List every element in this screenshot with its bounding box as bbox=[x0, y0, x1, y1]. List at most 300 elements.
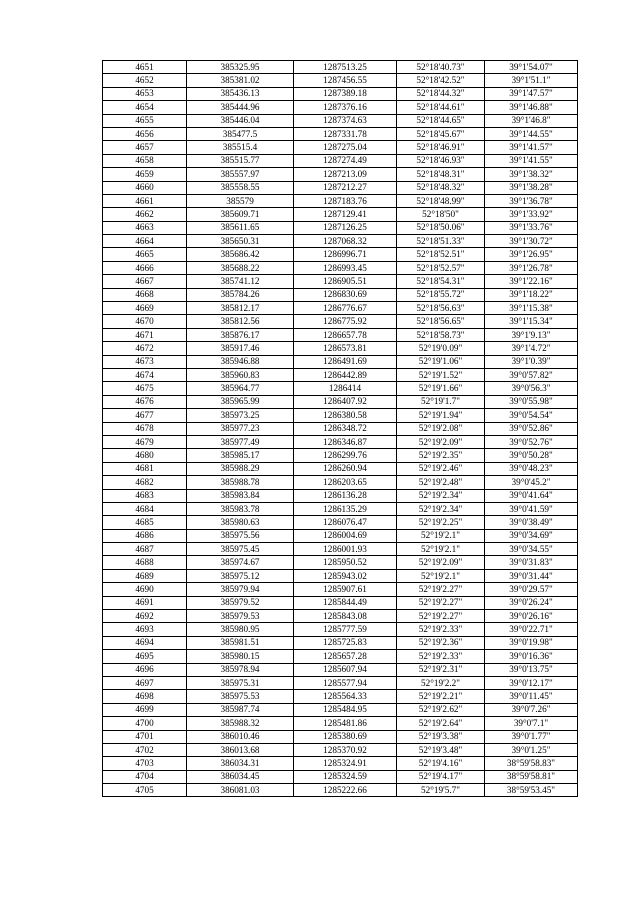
latitude-cell: 52°18'44.61" bbox=[397, 101, 485, 114]
x-coordinate-cell: 385688.22 bbox=[187, 261, 294, 274]
x-coordinate-cell: 385558.55 bbox=[187, 181, 294, 194]
longitude-cell: 39°1'26.95" bbox=[485, 248, 578, 261]
latitude-cell: 52°18'42.52" bbox=[397, 74, 485, 87]
y-coordinate-cell: 1286203.65 bbox=[294, 476, 397, 489]
y-coordinate-cell: 1285844.49 bbox=[294, 596, 397, 609]
table-row bbox=[103, 690, 578, 703]
table-row bbox=[103, 235, 578, 248]
point-number-cell: 4657 bbox=[103, 141, 187, 154]
latitude-cell: 52°19'1.52" bbox=[397, 368, 485, 381]
y-coordinate-cell: 1286414 bbox=[294, 382, 397, 395]
x-coordinate-cell: 385960.83 bbox=[187, 368, 294, 381]
longitude-cell: 39°0'12.17" bbox=[485, 676, 578, 689]
longitude-cell: 39°0'26.16" bbox=[485, 610, 578, 623]
point-number-cell: 4659 bbox=[103, 168, 187, 181]
x-coordinate-cell: 385579 bbox=[187, 194, 294, 207]
table-row bbox=[103, 315, 578, 328]
table-row bbox=[103, 194, 578, 207]
longitude-cell: 38°59'58.83" bbox=[485, 757, 578, 770]
latitude-cell: 52°19'1.66" bbox=[397, 382, 485, 395]
x-coordinate-cell: 386013.68 bbox=[187, 743, 294, 756]
latitude-cell: 52°19'2.62" bbox=[397, 703, 485, 716]
point-number-cell: 4661 bbox=[103, 194, 187, 207]
table-row bbox=[103, 663, 578, 676]
latitude-cell: 52°18'58.73" bbox=[397, 328, 485, 341]
point-number-cell: 4692 bbox=[103, 610, 187, 623]
longitude-cell: 39°0'1.77" bbox=[485, 730, 578, 743]
latitude-cell: 52°18'40.73" bbox=[397, 61, 485, 74]
longitude-cell: 39°1'46.8" bbox=[485, 114, 578, 127]
table-row bbox=[103, 221, 578, 234]
longitude-cell: 39°1'26.78" bbox=[485, 261, 578, 274]
latitude-cell: 52°19'2.46" bbox=[397, 462, 485, 475]
point-number-cell: 4658 bbox=[103, 154, 187, 167]
x-coordinate-cell: 385964.77 bbox=[187, 382, 294, 395]
table-row bbox=[103, 87, 578, 100]
y-coordinate-cell: 1285607.94 bbox=[294, 663, 397, 676]
point-number-cell: 4665 bbox=[103, 248, 187, 261]
longitude-cell: 39°1'15.38" bbox=[485, 302, 578, 315]
latitude-cell: 52°19'4.16" bbox=[397, 757, 485, 770]
y-coordinate-cell: 1285222.66 bbox=[294, 784, 397, 797]
latitude-cell: 52°18'56.63" bbox=[397, 302, 485, 315]
point-number-cell: 4684 bbox=[103, 502, 187, 515]
y-coordinate-cell: 1285324.59 bbox=[294, 770, 397, 783]
table-row bbox=[103, 556, 578, 569]
point-number-cell: 4670 bbox=[103, 315, 187, 328]
point-number-cell: 4663 bbox=[103, 221, 187, 234]
latitude-cell: 52°19'2.64" bbox=[397, 717, 485, 730]
point-number-cell: 4701 bbox=[103, 730, 187, 743]
longitude-cell: 39°1'47.57" bbox=[485, 87, 578, 100]
point-number-cell: 4699 bbox=[103, 703, 187, 716]
y-coordinate-cell: 1286407.92 bbox=[294, 395, 397, 408]
x-coordinate-cell: 385979.53 bbox=[187, 610, 294, 623]
table-row bbox=[103, 141, 578, 154]
point-number-cell: 4686 bbox=[103, 529, 187, 542]
x-coordinate-cell: 385974.67 bbox=[187, 556, 294, 569]
table-row bbox=[103, 74, 578, 87]
point-number-cell: 4696 bbox=[103, 663, 187, 676]
x-coordinate-cell: 385876.17 bbox=[187, 328, 294, 341]
table-row bbox=[103, 784, 578, 797]
x-coordinate-cell: 385325.95 bbox=[187, 61, 294, 74]
latitude-cell: 52°19'2.34" bbox=[397, 489, 485, 502]
latitude-cell: 52°18'51.33" bbox=[397, 235, 485, 248]
point-number-cell: 4679 bbox=[103, 435, 187, 448]
longitude-cell: 39°0'41.64" bbox=[485, 489, 578, 502]
x-coordinate-cell: 385812.56 bbox=[187, 315, 294, 328]
point-number-cell: 4705 bbox=[103, 784, 187, 797]
table-row bbox=[103, 114, 578, 127]
y-coordinate-cell: 1285943.02 bbox=[294, 569, 397, 582]
latitude-cell: 52°18'56.65" bbox=[397, 315, 485, 328]
longitude-cell: 39°0'16.36" bbox=[485, 650, 578, 663]
point-number-cell: 4652 bbox=[103, 74, 187, 87]
table-row bbox=[103, 248, 578, 261]
x-coordinate-cell: 385978.94 bbox=[187, 663, 294, 676]
longitude-cell: 39°1'22.16" bbox=[485, 275, 578, 288]
point-number-cell: 4702 bbox=[103, 743, 187, 756]
table-row bbox=[103, 328, 578, 341]
longitude-cell: 39°1'33.76" bbox=[485, 221, 578, 234]
longitude-cell: 39°1'46.88" bbox=[485, 101, 578, 114]
longitude-cell: 39°0'7.26" bbox=[485, 703, 578, 716]
table-row bbox=[103, 61, 578, 74]
y-coordinate-cell: 1286076.47 bbox=[294, 516, 397, 529]
table-row bbox=[103, 342, 578, 355]
point-number-cell: 4690 bbox=[103, 583, 187, 596]
latitude-cell: 52°19'2.09" bbox=[397, 435, 485, 448]
y-coordinate-cell: 1286573.81 bbox=[294, 342, 397, 355]
latitude-cell: 52°19'1.06" bbox=[397, 355, 485, 368]
latitude-cell: 52°18'52.57" bbox=[397, 261, 485, 274]
point-number-cell: 4678 bbox=[103, 422, 187, 435]
longitude-cell: 39°1'30.72" bbox=[485, 235, 578, 248]
point-number-cell: 4704 bbox=[103, 770, 187, 783]
x-coordinate-cell: 385515.77 bbox=[187, 154, 294, 167]
y-coordinate-cell: 1287389.18 bbox=[294, 87, 397, 100]
table-row bbox=[103, 476, 578, 489]
point-number-cell: 4689 bbox=[103, 569, 187, 582]
table-row bbox=[103, 288, 578, 301]
longitude-cell: 39°0'50.28" bbox=[485, 449, 578, 462]
point-number-cell: 4681 bbox=[103, 462, 187, 475]
latitude-cell: 52°18'50.06" bbox=[397, 221, 485, 234]
point-number-cell: 4688 bbox=[103, 556, 187, 569]
point-number-cell: 4671 bbox=[103, 328, 187, 341]
table-row bbox=[103, 730, 578, 743]
point-number-cell: 4672 bbox=[103, 342, 187, 355]
table-row bbox=[103, 275, 578, 288]
y-coordinate-cell: 1287213.09 bbox=[294, 168, 397, 181]
latitude-cell: 52°19'2.2" bbox=[397, 676, 485, 689]
table-row bbox=[103, 435, 578, 448]
x-coordinate-cell: 385946.88 bbox=[187, 355, 294, 368]
longitude-cell: 39°0'48.23" bbox=[485, 462, 578, 475]
table-row bbox=[103, 302, 578, 315]
longitude-cell: 38°59'53.45" bbox=[485, 784, 578, 797]
y-coordinate-cell: 1286491.69 bbox=[294, 355, 397, 368]
longitude-cell: 39°0'31.44" bbox=[485, 569, 578, 582]
table-row bbox=[103, 650, 578, 663]
longitude-cell: 39°0'54.54" bbox=[485, 409, 578, 422]
latitude-cell: 52°18'46.93" bbox=[397, 154, 485, 167]
table-row bbox=[103, 395, 578, 408]
y-coordinate-cell: 1286135.29 bbox=[294, 502, 397, 515]
longitude-cell: 39°1'54.07" bbox=[485, 61, 578, 74]
longitude-cell: 39°0'22.71" bbox=[485, 623, 578, 636]
longitude-cell: 39°0'52.76" bbox=[485, 435, 578, 448]
longitude-cell: 38°59'58.81" bbox=[485, 770, 578, 783]
x-coordinate-cell: 385979.94 bbox=[187, 583, 294, 596]
y-coordinate-cell: 1287068.32 bbox=[294, 235, 397, 248]
table-row bbox=[103, 409, 578, 422]
x-coordinate-cell: 385965.99 bbox=[187, 395, 294, 408]
latitude-cell: 52°18'48.99" bbox=[397, 194, 485, 207]
longitude-cell: 39°0'34.69" bbox=[485, 529, 578, 542]
y-coordinate-cell: 1285481.86 bbox=[294, 717, 397, 730]
y-coordinate-cell: 1285657.28 bbox=[294, 650, 397, 663]
table-row bbox=[103, 623, 578, 636]
y-coordinate-cell: 1287212.27 bbox=[294, 181, 397, 194]
longitude-cell: 39°1'4.72" bbox=[485, 342, 578, 355]
point-number-cell: 4700 bbox=[103, 717, 187, 730]
latitude-cell: 52°18'50" bbox=[397, 208, 485, 221]
longitude-cell: 39°0'1.25" bbox=[485, 743, 578, 756]
longitude-cell: 39°0'7.1" bbox=[485, 717, 578, 730]
point-number-cell: 4687 bbox=[103, 543, 187, 556]
point-number-cell: 4664 bbox=[103, 235, 187, 248]
y-coordinate-cell: 1285843.08 bbox=[294, 610, 397, 623]
x-coordinate-cell: 385980.95 bbox=[187, 623, 294, 636]
table-row bbox=[103, 422, 578, 435]
x-coordinate-cell: 385975.53 bbox=[187, 690, 294, 703]
table-row bbox=[103, 743, 578, 756]
x-coordinate-cell: 385812.17 bbox=[187, 302, 294, 315]
point-number-cell: 4698 bbox=[103, 690, 187, 703]
longitude-cell: 39°1'33.92" bbox=[485, 208, 578, 221]
longitude-cell: 39°0'13.75" bbox=[485, 663, 578, 676]
latitude-cell: 52°19'2.27" bbox=[397, 583, 485, 596]
latitude-cell: 52°18'48.31" bbox=[397, 168, 485, 181]
x-coordinate-cell: 386034.45 bbox=[187, 770, 294, 783]
latitude-cell: 52°19'4.17" bbox=[397, 770, 485, 783]
table-row bbox=[103, 596, 578, 609]
latitude-cell: 52°19'2.34" bbox=[397, 502, 485, 515]
table-row bbox=[103, 583, 578, 596]
latitude-cell: 52°19'2.33" bbox=[397, 650, 485, 663]
longitude-cell: 39°1'41.57" bbox=[485, 141, 578, 154]
table-row bbox=[103, 569, 578, 582]
point-number-cell: 4655 bbox=[103, 114, 187, 127]
latitude-cell: 52°18'44.65" bbox=[397, 114, 485, 127]
x-coordinate-cell: 385609.71 bbox=[187, 208, 294, 221]
latitude-cell: 52°18'52.51" bbox=[397, 248, 485, 261]
longitude-cell: 39°0'57.82" bbox=[485, 368, 578, 381]
table-row bbox=[103, 261, 578, 274]
x-coordinate-cell: 385981.51 bbox=[187, 636, 294, 649]
x-coordinate-cell: 385917.46 bbox=[187, 342, 294, 355]
point-number-cell: 4662 bbox=[103, 208, 187, 221]
latitude-cell: 52°19'2.36" bbox=[397, 636, 485, 649]
y-coordinate-cell: 1286380.58 bbox=[294, 409, 397, 422]
x-coordinate-cell: 385611.65 bbox=[187, 221, 294, 234]
table-row bbox=[103, 449, 578, 462]
longitude-cell: 39°1'15.34" bbox=[485, 315, 578, 328]
longitude-cell: 39°1'51.1" bbox=[485, 74, 578, 87]
longitude-cell: 39°1'9.13" bbox=[485, 328, 578, 341]
y-coordinate-cell: 1286001.93 bbox=[294, 543, 397, 556]
y-coordinate-cell: 1286260.94 bbox=[294, 462, 397, 475]
table-row bbox=[103, 529, 578, 542]
y-coordinate-cell: 1285725.83 bbox=[294, 636, 397, 649]
longitude-cell: 39°0'26.24" bbox=[485, 596, 578, 609]
longitude-cell: 39°0'45.2" bbox=[485, 476, 578, 489]
point-number-cell: 4653 bbox=[103, 87, 187, 100]
longitude-cell: 39°0'41.59" bbox=[485, 502, 578, 515]
y-coordinate-cell: 1287513.25 bbox=[294, 61, 397, 74]
x-coordinate-cell: 385988.78 bbox=[187, 476, 294, 489]
longitude-cell: 39°0'52.86" bbox=[485, 422, 578, 435]
x-coordinate-cell: 385985.17 bbox=[187, 449, 294, 462]
y-coordinate-cell: 1285777.59 bbox=[294, 623, 397, 636]
y-coordinate-cell: 1286830.69 bbox=[294, 288, 397, 301]
point-number-cell: 4683 bbox=[103, 489, 187, 502]
longitude-cell: 39°0'55.98" bbox=[485, 395, 578, 408]
longitude-cell: 39°0'29.57" bbox=[485, 583, 578, 596]
latitude-cell: 52°19'2.1" bbox=[397, 529, 485, 542]
y-coordinate-cell: 1286348.72 bbox=[294, 422, 397, 435]
x-coordinate-cell: 385975.12 bbox=[187, 569, 294, 582]
y-coordinate-cell: 1286299.76 bbox=[294, 449, 397, 462]
point-number-cell: 4668 bbox=[103, 288, 187, 301]
point-number-cell: 4697 bbox=[103, 676, 187, 689]
latitude-cell: 52°19'2.27" bbox=[397, 596, 485, 609]
y-coordinate-cell: 1287331.78 bbox=[294, 127, 397, 140]
table-row bbox=[103, 676, 578, 689]
x-coordinate-cell: 386034.31 bbox=[187, 757, 294, 770]
table-row bbox=[103, 181, 578, 194]
longitude-cell: 39°0'34.55" bbox=[485, 543, 578, 556]
latitude-cell: 52°19'3.48" bbox=[397, 743, 485, 756]
longitude-cell: 39°1'41.55" bbox=[485, 154, 578, 167]
table-row bbox=[103, 543, 578, 556]
latitude-cell: 52°18'45.67" bbox=[397, 127, 485, 140]
x-coordinate-cell: 385979.52 bbox=[187, 596, 294, 609]
x-coordinate-cell: 385988.32 bbox=[187, 717, 294, 730]
x-coordinate-cell: 385446.04 bbox=[187, 114, 294, 127]
y-coordinate-cell: 1286442.89 bbox=[294, 368, 397, 381]
y-coordinate-cell: 1285484.95 bbox=[294, 703, 397, 716]
y-coordinate-cell: 1286136.28 bbox=[294, 489, 397, 502]
x-coordinate-cell: 386081.03 bbox=[187, 784, 294, 797]
y-coordinate-cell: 1285370.92 bbox=[294, 743, 397, 756]
table-row bbox=[103, 355, 578, 368]
latitude-cell: 52°19'0.09" bbox=[397, 342, 485, 355]
latitude-cell: 52°19'2.08" bbox=[397, 422, 485, 435]
x-coordinate-cell: 386010.46 bbox=[187, 730, 294, 743]
latitude-cell: 52°19'1.7" bbox=[397, 395, 485, 408]
x-coordinate-cell: 385975.56 bbox=[187, 529, 294, 542]
x-coordinate-cell: 385975.45 bbox=[187, 543, 294, 556]
point-number-cell: 4682 bbox=[103, 476, 187, 489]
latitude-cell: 52°19'2.27" bbox=[397, 610, 485, 623]
table-row bbox=[103, 462, 578, 475]
longitude-cell: 39°1'36.78" bbox=[485, 194, 578, 207]
latitude-cell: 52°18'44.32" bbox=[397, 87, 485, 100]
table-row bbox=[103, 101, 578, 114]
y-coordinate-cell: 1286996.71 bbox=[294, 248, 397, 261]
y-coordinate-cell: 1286993.45 bbox=[294, 261, 397, 274]
x-coordinate-cell: 385980.15 bbox=[187, 650, 294, 663]
latitude-cell: 52°19'2.09" bbox=[397, 556, 485, 569]
latitude-cell: 52°19'5.7" bbox=[397, 784, 485, 797]
y-coordinate-cell: 1287456.55 bbox=[294, 74, 397, 87]
table-row bbox=[103, 127, 578, 140]
x-coordinate-cell: 385784.26 bbox=[187, 288, 294, 301]
x-coordinate-cell: 385988.29 bbox=[187, 462, 294, 475]
y-coordinate-cell: 1287275.04 bbox=[294, 141, 397, 154]
x-coordinate-cell: 385973.25 bbox=[187, 409, 294, 422]
table-row bbox=[103, 757, 578, 770]
table-row bbox=[103, 610, 578, 623]
longitude-cell: 39°1'38.32" bbox=[485, 168, 578, 181]
point-number-cell: 4676 bbox=[103, 395, 187, 408]
x-coordinate-cell: 385515.4 bbox=[187, 141, 294, 154]
latitude-cell: 52°18'54.31" bbox=[397, 275, 485, 288]
table-body bbox=[103, 61, 578, 797]
point-number-cell: 4675 bbox=[103, 382, 187, 395]
longitude-cell: 39°0'56.3" bbox=[485, 382, 578, 395]
point-number-cell: 4651 bbox=[103, 61, 187, 74]
x-coordinate-cell: 385477.5 bbox=[187, 127, 294, 140]
x-coordinate-cell: 385444.96 bbox=[187, 101, 294, 114]
x-coordinate-cell: 385980.63 bbox=[187, 516, 294, 529]
y-coordinate-cell: 1286905.51 bbox=[294, 275, 397, 288]
latitude-cell: 52°19'2.21" bbox=[397, 690, 485, 703]
y-coordinate-cell: 1286775.92 bbox=[294, 315, 397, 328]
table-row bbox=[103, 770, 578, 783]
longitude-cell: 39°0'11.45" bbox=[485, 690, 578, 703]
point-number-cell: 4693 bbox=[103, 623, 187, 636]
latitude-cell: 52°19'2.1" bbox=[397, 543, 485, 556]
point-number-cell: 4695 bbox=[103, 650, 187, 663]
latitude-cell: 52°19'3.38" bbox=[397, 730, 485, 743]
x-coordinate-cell: 385436.13 bbox=[187, 87, 294, 100]
point-number-cell: 4656 bbox=[103, 127, 187, 140]
longitude-cell: 39°1'38.28" bbox=[485, 181, 578, 194]
y-coordinate-cell: 1285380.69 bbox=[294, 730, 397, 743]
latitude-cell: 52°18'46.91" bbox=[397, 141, 485, 154]
table-row bbox=[103, 502, 578, 515]
point-number-cell: 4669 bbox=[103, 302, 187, 315]
x-coordinate-cell: 385975.31 bbox=[187, 676, 294, 689]
longitude-cell: 39°0'19.98" bbox=[485, 636, 578, 649]
y-coordinate-cell: 1286346.87 bbox=[294, 435, 397, 448]
latitude-cell: 52°18'48.32" bbox=[397, 181, 485, 194]
x-coordinate-cell: 385741.12 bbox=[187, 275, 294, 288]
y-coordinate-cell: 1285907.61 bbox=[294, 583, 397, 596]
longitude-cell: 39°1'44.55" bbox=[485, 127, 578, 140]
y-coordinate-cell: 1286657.78 bbox=[294, 328, 397, 341]
latitude-cell: 52°19'2.31" bbox=[397, 663, 485, 676]
point-number-cell: 4666 bbox=[103, 261, 187, 274]
latitude-cell: 52°19'2.48" bbox=[397, 476, 485, 489]
point-number-cell: 4680 bbox=[103, 449, 187, 462]
x-coordinate-cell: 385983.78 bbox=[187, 502, 294, 515]
latitude-cell: 52°19'2.35" bbox=[397, 449, 485, 462]
longitude-cell: 39°0'38.49" bbox=[485, 516, 578, 529]
x-coordinate-cell: 385381.02 bbox=[187, 74, 294, 87]
y-coordinate-cell: 1285950.52 bbox=[294, 556, 397, 569]
x-coordinate-cell: 385987.74 bbox=[187, 703, 294, 716]
latitude-cell: 52°19'1.94" bbox=[397, 409, 485, 422]
table-row bbox=[103, 368, 578, 381]
table-row bbox=[103, 168, 578, 181]
y-coordinate-cell: 1285564.33 bbox=[294, 690, 397, 703]
point-number-cell: 4691 bbox=[103, 596, 187, 609]
x-coordinate-cell: 385977.23 bbox=[187, 422, 294, 435]
latitude-cell: 52°18'55.72" bbox=[397, 288, 485, 301]
x-coordinate-cell: 385983.84 bbox=[187, 489, 294, 502]
point-number-cell: 4703 bbox=[103, 757, 187, 770]
point-number-cell: 4673 bbox=[103, 355, 187, 368]
y-coordinate-cell: 1287274.49 bbox=[294, 154, 397, 167]
coordinates-table bbox=[102, 60, 578, 797]
y-coordinate-cell: 1285577.94 bbox=[294, 676, 397, 689]
y-coordinate-cell: 1287183.76 bbox=[294, 194, 397, 207]
